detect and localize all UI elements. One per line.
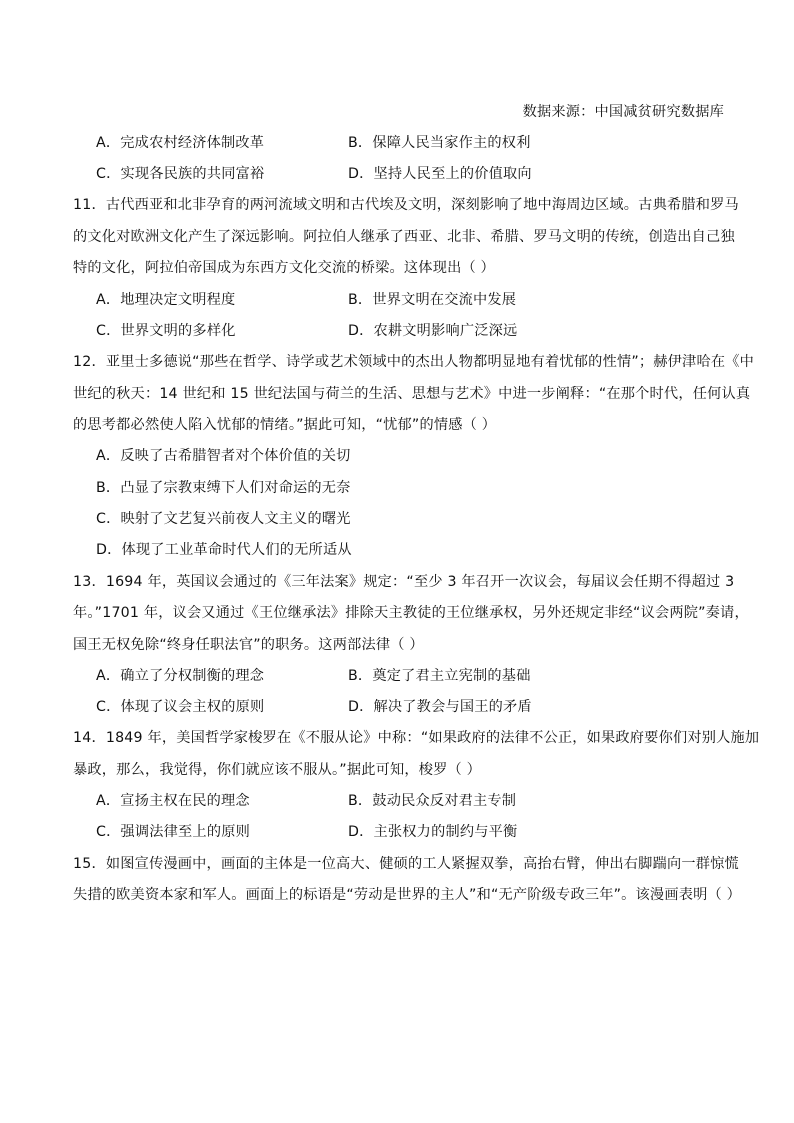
q10-option-c: C．实现各民族的共同富裕 — [96, 166, 265, 182]
q15-stem-line: 15．如图宣传漫画中，画面的主体是一位高大、健硕的工人紧握双拳，高抬右臂，伸出右脚踹向一群惊慌 — [73, 856, 739, 872]
q14-option-c: C．强调法律至上的原则 — [96, 824, 250, 840]
q14-option-b: B．鼓动民众反对君主专制 — [348, 793, 517, 809]
q10-option-b: B．保障人民当家作主的权利 — [348, 135, 531, 151]
q11-stem-line: 特的文化，阿拉伯帝国成为东西方文化交流的桥梁。这体现出（ ） — [73, 260, 495, 276]
q13-option-b: B．奠定了君主立宪制的基础 — [348, 668, 531, 684]
q11-option-b: B．世界文明在交流中发展 — [348, 292, 517, 308]
q11-option-d: D．农耕文明影响广泛深远 — [348, 323, 518, 339]
q11-stem-line: 11．古代西亚和北非孕育的两河流域文明和古代埃及文明，深刻影响了地中海周边区域。古典希腊和罗马 — [73, 197, 739, 213]
q12-option-b: B．凸显了宗教束缚下人们对命运的无奈 — [96, 480, 351, 496]
q14-stem-line: 暴政，那么，我觉得，你们就应该不服从。”据此可知，梭罗（ ） — [73, 762, 482, 778]
q11-stem-line: 的文化对欧洲文化产生了深远影响。阿拉伯人继承了西亚、北非、希腊、罗马文明的传统，创造出自己独 — [73, 229, 735, 245]
q12-option-a: A．反映了古希腊智者对个体价值的关切 — [96, 448, 351, 464]
q14-stem-line: 14．1849 年，美国哲学家梭罗在《不服从论》中称：“如果政府的法律不公正，如果政府要你们对别人施加 — [73, 730, 760, 746]
q14-option-a: A．宣扬主权在民的理念 — [96, 793, 250, 809]
q13-stem-line: 国王无权免除“终身任职法官”的职务。这两部法律（ ） — [73, 637, 424, 653]
q13-option-c: C．体现了议会主权的原则 — [96, 699, 265, 715]
q12-option-d: D．体现了工业革命时代人们的无所适从 — [96, 542, 352, 558]
q13-option-d: D．解决了教会与国王的矛盾 — [348, 699, 532, 715]
q12-stem-line: 的思考都必然使人陷入忧郁的情绪。”据此可知，“忧郁”的情感（ ） — [73, 417, 497, 433]
q13-option-a: A．确立了分权制衡的理念 — [96, 668, 265, 684]
q13-stem-line: 年。”1701 年，议会又通过《王位继承法》排除天主教徒的王位继承权，另外还规定非经“议会两院”奏请， — [73, 605, 749, 621]
q10-option-d: D．坚持人民至上的价值取向 — [348, 166, 532, 182]
q12-option-c: C．映射了文艺复兴前夜人文主义的曙光 — [96, 511, 351, 527]
data-source-note: 数据来源：中国减贫研究数据库 — [522, 104, 724, 120]
q10-option-a: A．完成农村经济体制改革 — [96, 135, 265, 151]
q15-stem-line: 失措的欧美资本家和军人。画面上的标语是“劳动是世界的主人”和“无产阶级专政三年”。该漫画表明（ ） — [73, 887, 741, 903]
q11-option-a: A．地理决定文明程度 — [96, 292, 236, 308]
q13-stem-line: 13．1694 年，英国议会通过的《三年法案》规定：“至少 3 年召开一次议会，每届议会任期不得超过 3 — [73, 574, 735, 590]
q12-stem-line: 12．亚里士多德说“那些在哲学、诗学或艺术领域中的杰出人物都明显地有着忧郁的性情”；赫伊津哈在《中 — [73, 354, 754, 370]
q14-option-d: D．主张权力的制约与平衡 — [348, 824, 518, 840]
q12-stem-line: 世纪的秋天：14 世纪和 15 世纪法国与荷兰的生活、思想与艺术》中进一步阐释：“在那个时代，任何认真 — [73, 386, 751, 402]
q11-option-c: C．世界文明的多样化 — [96, 323, 236, 339]
